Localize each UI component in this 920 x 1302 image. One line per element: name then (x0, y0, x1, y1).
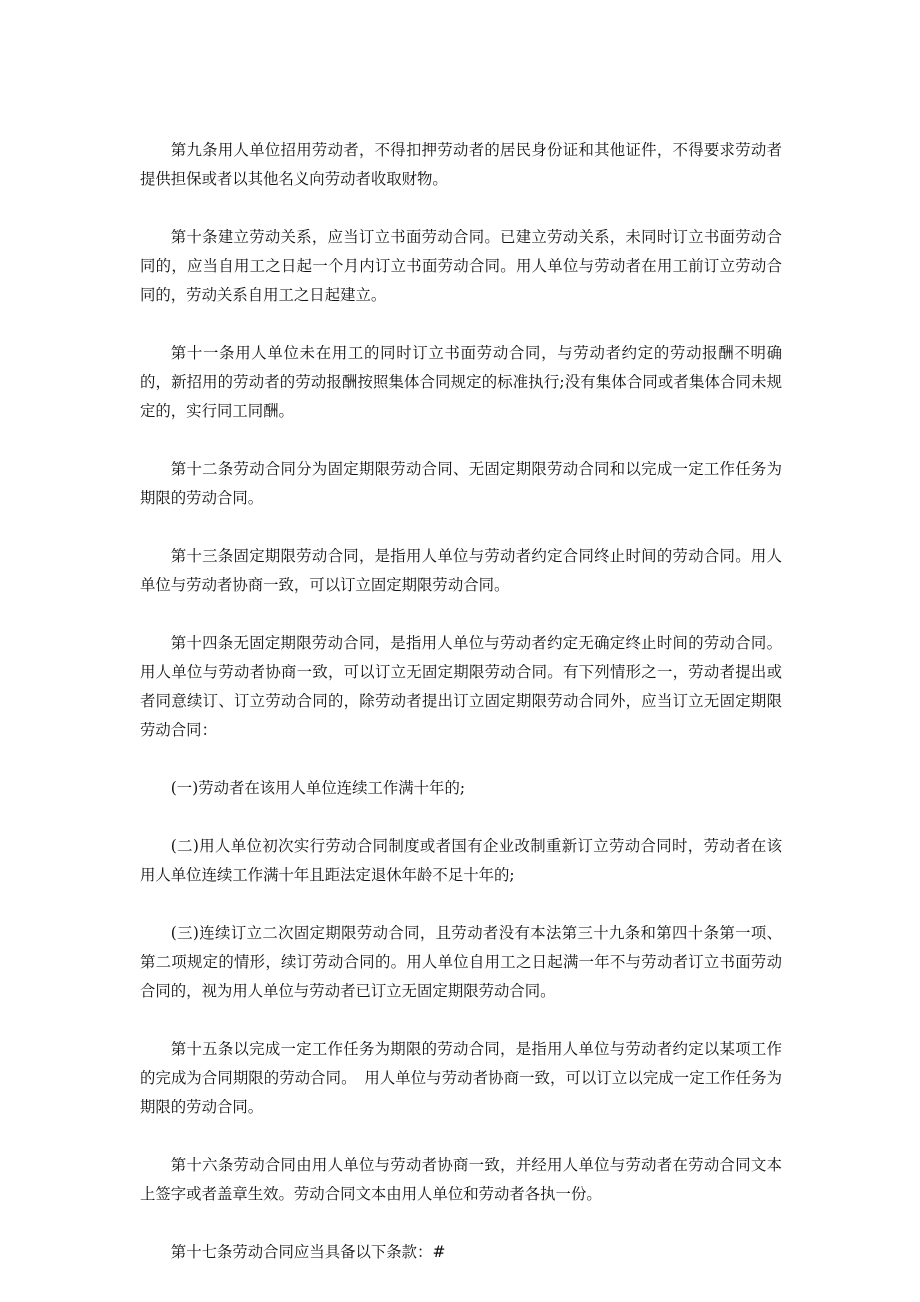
article-16-paragraph: 第十六条劳动合同由用人单位与劳动者协商一致，并经用人单位与劳动者在劳动合同文本上签字或者盖章生效。劳动合同文本由用人单位和劳动者各执一份。 (140, 1156, 782, 1203)
article-10-paragraph: 第十条建立劳动关系，应当订立书面劳动合同。已建立劳动关系，未同时订立书面劳动合同的，应当自用工之日起一个月内订立书面劳动合同。用人单位与劳动者在用工前订立劳动合同的，劳动关系自用工之日起建立。 (140, 228, 782, 304)
article-13-paragraph: 第十三条固定期限劳动合同，是指用人单位与劳动者约定合同终止时间的劳动合同。用人单位与劳动者协商一致，可以订立固定期限劳动合同。 (140, 547, 782, 594)
article-11-paragraph: 第十一条用人单位未在用工的同时订立书面劳动合同，与劳动者约定的劳动报酬不明确的，新招用的劳动者的劳动报酬按照集体合同规定的标准执行;没有集体合同或者集体合同未规定的，实行同工同酬。 (140, 344, 782, 420)
article-14-paragraph: 第十四条无固定期限劳动合同，是指用人单位与劳动者约定无确定终止时间的劳动合同。用人单位与劳动者协商一致，可以订立无固定期限劳动合同。有下列情形之一，劳动者提出或者同意续订、订立劳动合同的，除劳动者提出订立固定期限劳动合同外，应当订立无固定期限劳动合同： (140, 634, 782, 739)
article-14-item-2: (二)用人单位初次实行劳动合同制度或者国有企业改制重新订立劳动合同时，劳动者在该用人单位连续工作满十年且距法定退休年龄不足十年的; (140, 837, 782, 884)
article-12-paragraph: 第十二条劳动合同分为固定期限劳动合同、无固定期限劳动合同和以完成一定工作任务为期限的劳动合同。 (140, 460, 782, 507)
article-14-item-1: (一)劳动者在该用人单位连续工作满十年的; (170, 779, 466, 797)
article-9-paragraph: 第九条用人单位招用劳动者，不得扣押劳动者的居民身份证和其他证件，不得要求劳动者提供担保或者以其他名义向劳动者收取财物。 (140, 141, 782, 188)
article-17-paragraph: 第十七条劳动合同应当具备以下条款：# (170, 1243, 446, 1261)
article-15-paragraph: 第十五条以完成一定工作任务为期限的劳动合同，是指用人单位与劳动者约定以某项工作的完成为合同期限的劳动合同。 用人单位与劳动者协商一致，可以订立以完成一定工作任务为期限的劳动合同。 (140, 1040, 782, 1116)
article-14-item-3: (三)连续订立二次固定期限劳动合同，且劳动者没有本法第三十九条和第四十条第一项、第二项规定的情形，续订劳动合同的。用人单位自用工之日起满一年不与劳动者订立书面劳动合同的，视为用人单位与劳动者已订立无固定期限劳动合同。 (140, 924, 782, 1000)
document-body (140, 136, 782, 1267)
